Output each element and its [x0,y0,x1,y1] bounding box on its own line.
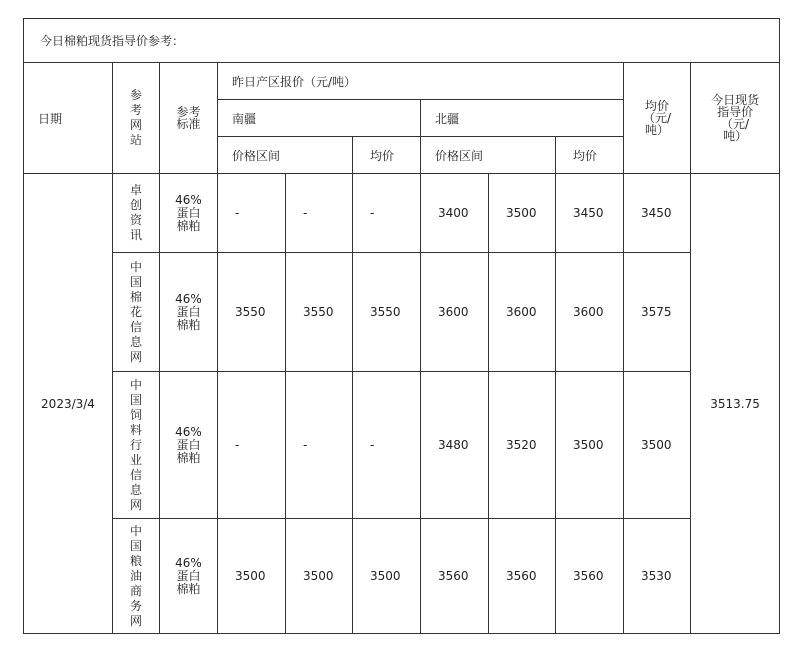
north-price-cell: 3560 [489,519,556,634]
site-char: 创 [129,198,142,212]
standard-line: 棉粕 [176,581,201,596]
standard-cell [160,519,218,634]
north-price-cell: 3520 [489,372,556,519]
table-row [24,253,780,372]
south-price-cell: - [286,372,353,519]
south-price-cell: - [218,174,286,253]
site-char: 行 [129,437,142,452]
site-char: 中 [129,377,142,392]
header-avg-unit [624,63,691,174]
site-char: 花 [129,304,142,319]
site-char: 资 [129,213,142,227]
header-site-line: 站 [129,133,142,147]
header-avg-unit-line: 均价 [644,99,669,113]
header-date: 日期 [24,63,113,174]
header-yesterday: 昨日产区报价（元/吨） [218,63,624,100]
header-today-line: （元/ [721,117,750,131]
avg-cell: 3450 [624,174,691,253]
standard-line: 蛋白 [176,304,201,319]
north-price-cell: 3560 [421,519,489,634]
north-price-cell: 3600 [421,253,489,372]
header-row-1 [24,63,780,100]
avg-cell: 3575 [624,253,691,372]
date-cell: 2023/3/4 [24,174,113,634]
table-row [24,174,780,253]
header-south-range: 价格区间 [218,137,353,174]
north-price-cell: 3480 [421,372,489,519]
header-site-line: 参 [129,88,142,102]
standard-line: 46% [175,192,202,207]
site-char: 国 [129,274,142,289]
south-price-cell: 3550 [286,253,353,372]
site-char: 务 [129,598,142,613]
standard-line: 蛋白 [176,568,201,583]
table-row [24,519,780,634]
site-char: 业 [129,452,142,467]
north-price-cell: 3500 [489,174,556,253]
header-south: 南疆 [218,100,421,137]
header-today-line: 吨） [723,129,748,143]
header-standard-line: 标准 [176,117,201,131]
header-avg-unit-line: （元/ [642,111,672,125]
site-char: 国 [129,538,142,553]
header-today-line: 指导价 [717,105,754,119]
header-today-line: 今日现货 [711,93,760,107]
south-price-cell: - [353,174,421,253]
header-standard [160,63,218,174]
site-cell [113,174,160,253]
site-char: 商 [129,583,142,598]
today-price-cell: 3513.75 [691,174,780,634]
header-site-line: 网 [129,118,142,132]
site-char: 国 [129,392,142,407]
table-row [24,372,780,519]
header-south-avg: 均价 [353,137,421,174]
site-char: 信 [129,319,142,334]
header-site [113,63,160,174]
site-char: 网 [129,497,142,512]
site-char: 卓 [129,183,142,197]
caption-row [24,19,780,63]
table-caption: 今日棉粕现货指导价参考： [24,19,780,63]
site-char: 中 [129,259,142,274]
standard-cell [160,253,218,372]
south-price-cell: 3550 [218,253,286,372]
south-price-cell: 3500 [218,519,286,634]
header-standard-line: 参考 [176,105,201,119]
site-char: 信 [129,467,142,482]
site-char: 粮 [129,553,142,568]
south-price-cell: - [218,372,286,519]
site-char: 息 [129,334,142,349]
standard-line: 棉粕 [176,218,201,233]
header-site-line: 考 [129,103,142,117]
site-cell [113,372,160,519]
north-price-cell: 3560 [556,519,624,634]
north-price-cell: 3600 [489,253,556,372]
standard-line: 蛋白 [176,205,201,220]
site-char: 讯 [129,228,142,242]
site-char: 中 [129,523,142,538]
avg-cell: 3500 [624,372,691,519]
standard-line: 棉粕 [176,317,201,332]
header-today [691,63,780,174]
avg-cell: 3530 [624,519,691,634]
standard-cell [160,372,218,519]
north-price-cell: 3450 [556,174,624,253]
site-char: 息 [129,482,142,497]
site-cell [113,253,160,372]
standard-cell [160,174,218,253]
south-price-cell: - [353,372,421,519]
south-price-cell: - [286,174,353,253]
standard-line: 棉粕 [176,450,201,465]
standard-line: 46% [175,291,202,306]
header-north-avg: 均价 [556,137,624,174]
south-price-cell: 3500 [353,519,421,634]
site-char: 棉 [129,289,142,304]
site-char: 网 [129,613,142,628]
north-price-cell: 3500 [556,372,624,519]
site-char: 网 [129,349,142,364]
standard-line: 蛋白 [176,437,201,452]
price-table [23,18,780,634]
header-north: 北疆 [421,100,624,137]
south-price-cell: 3550 [353,253,421,372]
north-price-cell: 3400 [421,174,489,253]
site-char: 油 [129,568,142,583]
standard-line: 46% [175,555,202,570]
north-price-cell: 3600 [556,253,624,372]
site-cell [113,519,160,634]
south-price-cell: 3500 [286,519,353,634]
site-char: 料 [129,422,142,437]
header-north-range: 价格区间 [421,137,556,174]
header-avg-unit-line: 吨） [644,123,669,137]
standard-line: 46% [175,424,202,439]
site-char: 饲 [129,407,142,422]
